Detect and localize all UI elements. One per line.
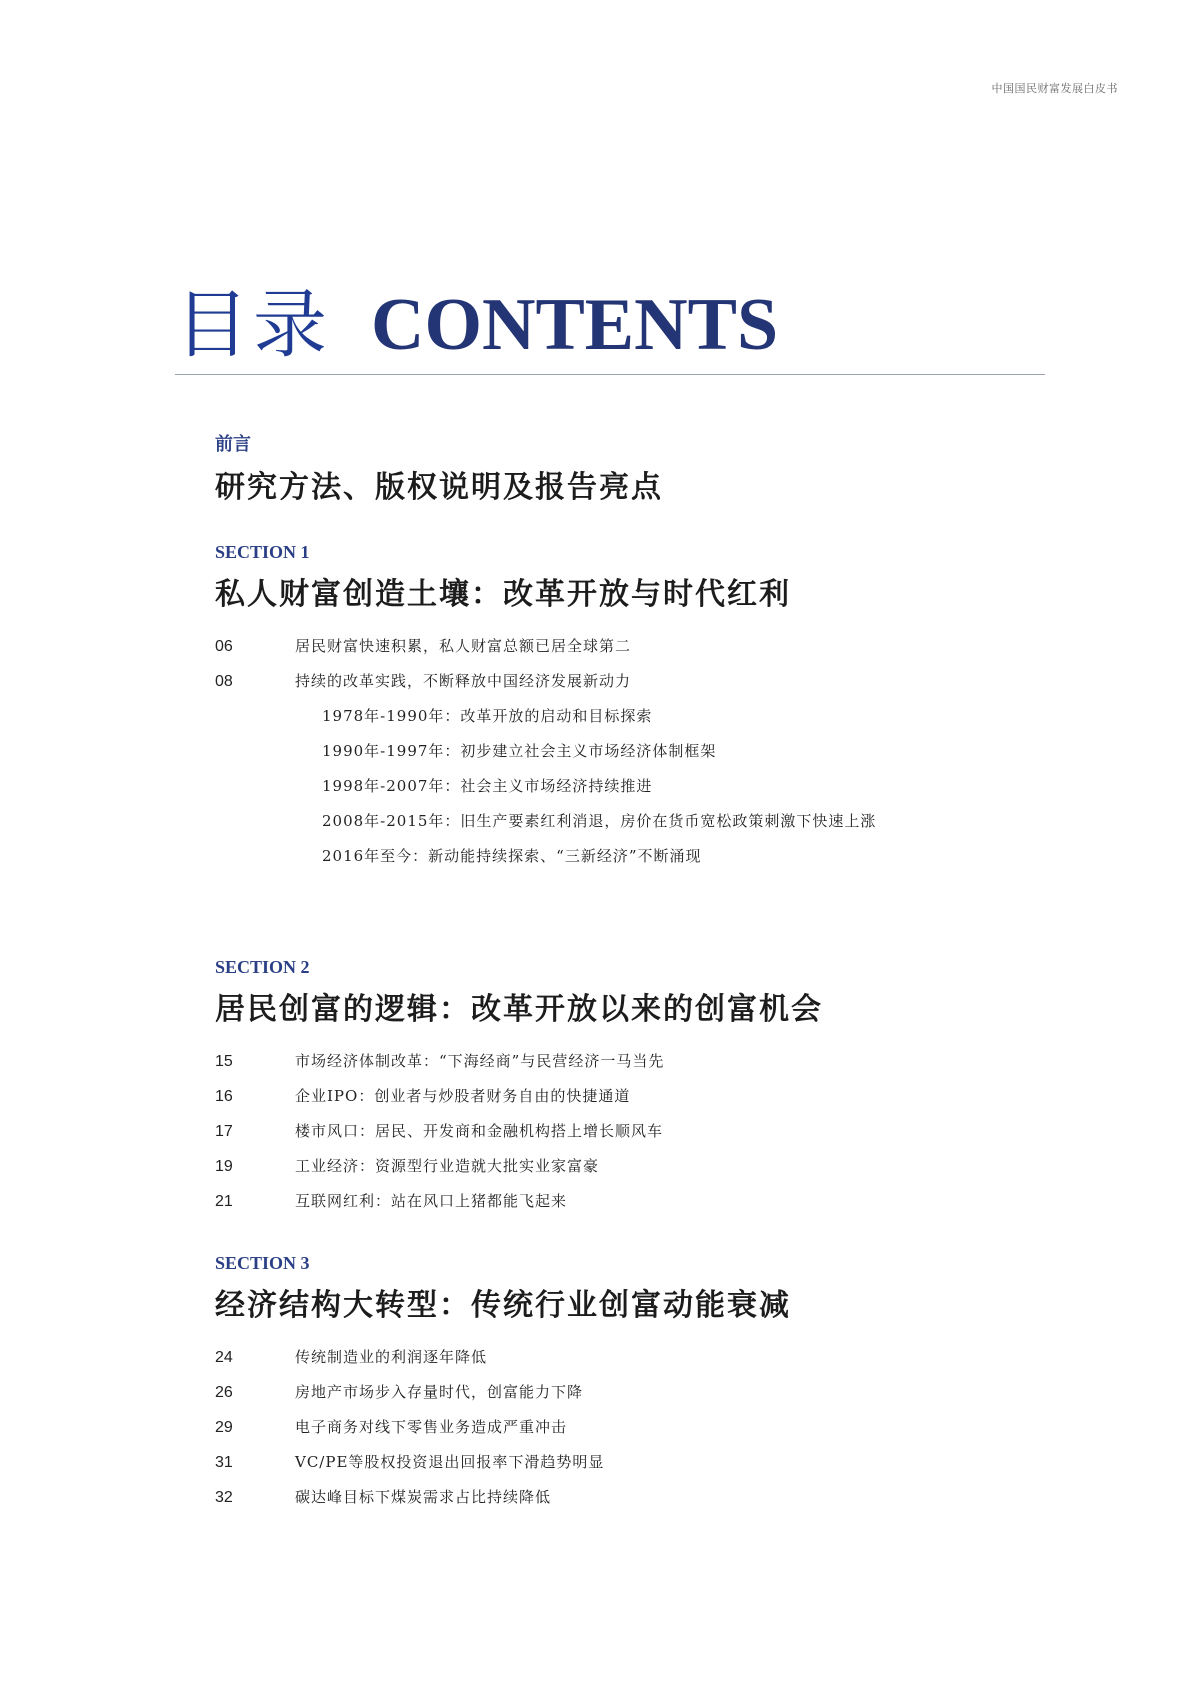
preface-label: 前言 bbox=[215, 434, 251, 455]
preface-title[interactable]: 研究方法、版权说明及报告亮点 bbox=[215, 470, 663, 505]
toc-page-number: 06 bbox=[215, 638, 233, 655]
title-en: CONTENTS bbox=[371, 284, 779, 366]
toc-subentry-text: 1998年-2007年：社会主义市场经济持续推进 bbox=[322, 777, 653, 795]
section-3-title[interactable]: 经济结构大转型：传统行业创富动能衰减 bbox=[215, 1288, 791, 1323]
toc-entry-text: 持续的改革实践，不断释放中国经济发展新动力 bbox=[295, 672, 632, 690]
toc-entry[interactable] bbox=[215, 1451, 1035, 1486]
section-1-label: SECTION 1 bbox=[215, 542, 310, 562]
section-3 bbox=[215, 1253, 1035, 1521]
toc-entry-text: 楼市风口：居民、开发商和金融机构搭上增长顺风车 bbox=[295, 1122, 664, 1140]
toc-entry-text: 市场经济体制改革：“下海经商”与民营经济一马当先 bbox=[295, 1052, 665, 1070]
header-brand: 中国国民财富发展白皮书 bbox=[991, 82, 1118, 95]
toc-entry[interactable] bbox=[215, 1085, 1035, 1120]
toc-entry-text: 房地产市场步入存量时代，创富能力下降 bbox=[295, 1383, 584, 1401]
toc-entry[interactable] bbox=[215, 670, 1035, 705]
toc-entry[interactable] bbox=[215, 1050, 1035, 1085]
toc-subentry-text: 2008年-2015年：旧生产要素红利消退，房价在货币宽松政策刺激下快速上涨 bbox=[322, 812, 877, 830]
toc-subentry[interactable] bbox=[215, 810, 1035, 845]
toc-subentry[interactable] bbox=[215, 845, 1035, 880]
toc-page-number: 31 bbox=[215, 1454, 233, 1471]
toc-subentry-text: 1990年-1997年：初步建立社会主义市场经济体制框架 bbox=[322, 742, 717, 760]
toc-page-number: 08 bbox=[215, 673, 233, 690]
toc-entry[interactable] bbox=[215, 1155, 1035, 1190]
toc-entry-text: 碳达峰目标下煤炭需求占比持续降低 bbox=[295, 1488, 552, 1506]
toc-entry[interactable] bbox=[215, 1381, 1035, 1416]
section-2 bbox=[215, 957, 1035, 1225]
toc-page-number: 26 bbox=[215, 1384, 233, 1401]
toc-entry[interactable] bbox=[215, 1120, 1035, 1155]
toc-subentry[interactable] bbox=[215, 775, 1035, 810]
title-zh: 目录 bbox=[175, 282, 331, 368]
toc-entry[interactable] bbox=[215, 1416, 1035, 1451]
toc-entry-text: 居民财富快速积累，私人财富总额已居全球第二 bbox=[295, 637, 632, 655]
toc-page-number: 29 bbox=[215, 1419, 233, 1436]
section-3-label: SECTION 3 bbox=[215, 1253, 310, 1273]
preface-section bbox=[215, 430, 1035, 528]
toc-entry-text: 电子商务对线下零售业务造成严重冲击 bbox=[295, 1418, 568, 1436]
toc-entry-text: VC/PE等股权投资退出回报率下滑趋势明显 bbox=[295, 1453, 605, 1471]
toc-page-number: 17 bbox=[215, 1123, 233, 1140]
toc-entry[interactable] bbox=[215, 1486, 1035, 1521]
section-1-title[interactable]: 私人财富创造土壤：改革开放与时代红利 bbox=[215, 577, 791, 612]
toc-page-number: 19 bbox=[215, 1158, 233, 1175]
toc-page-number: 32 bbox=[215, 1489, 233, 1506]
section-2-label: SECTION 2 bbox=[215, 957, 310, 977]
toc-entry-text: 工业经济：资源型行业造就大批实业家富豪 bbox=[295, 1157, 600, 1175]
toc-entry-text: 传统制造业的利润逐年降低 bbox=[295, 1348, 488, 1366]
toc-entry[interactable] bbox=[215, 1190, 1035, 1225]
toc-subentry[interactable] bbox=[215, 740, 1035, 775]
toc-subentry-text: 2016年至今：新动能持续探索、“三新经济”不断涌现 bbox=[322, 847, 702, 865]
section-1 bbox=[215, 542, 1035, 880]
section-2-title[interactable]: 居民创富的逻辑：改革开放以来的创富机会 bbox=[215, 992, 823, 1027]
toc-page-number: 24 bbox=[215, 1349, 233, 1366]
toc-page-number: 21 bbox=[215, 1193, 233, 1210]
toc-entry-text: 企业IPO：创业者与炒股者财务自由的快捷通道 bbox=[295, 1087, 631, 1105]
toc-entry[interactable] bbox=[215, 635, 1035, 670]
toc-entry[interactable] bbox=[215, 1346, 1035, 1381]
toc-subentry[interactable] bbox=[215, 705, 1035, 740]
toc-page-number: 16 bbox=[215, 1088, 233, 1105]
contents-title bbox=[175, 280, 1045, 375]
toc-subentry-text: 1978年-1990年：改革开放的启动和目标探索 bbox=[322, 707, 653, 725]
toc-entry-text: 互联网红利：站在风口上猪都能飞起来 bbox=[295, 1192, 568, 1210]
toc-page-number: 15 bbox=[215, 1053, 233, 1070]
